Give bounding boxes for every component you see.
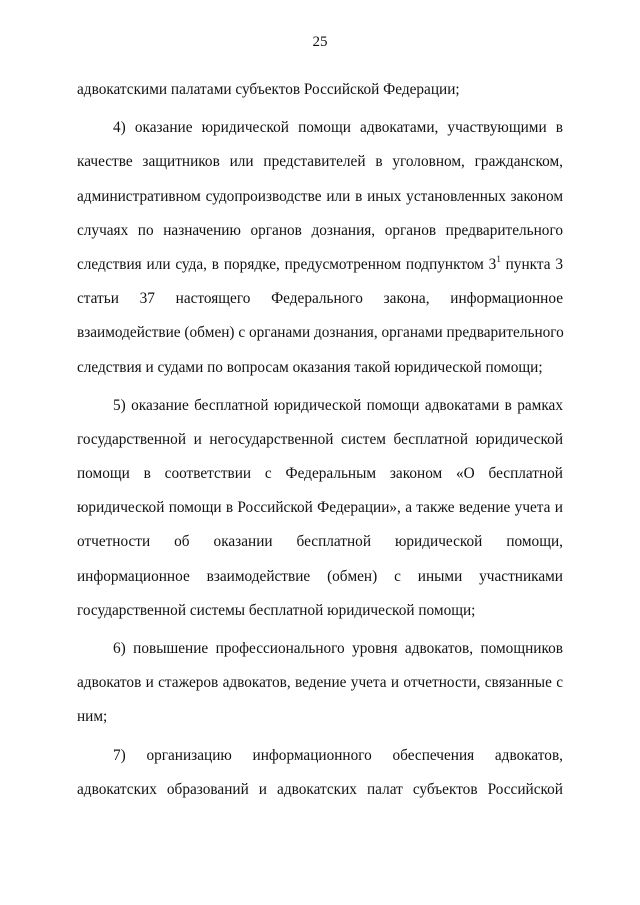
text-line: помощи в соответствии с Федеральным законом «О бесплатной bbox=[77, 465, 563, 483]
text-line: государственной и негосударственной систем бесплатной юридической bbox=[77, 430, 563, 448]
text-line: адвокатскими палатами субъектов Российской Федерации; bbox=[77, 81, 460, 98]
text-line: государственной системы бесплатной юридической помощи; bbox=[77, 601, 476, 619]
text-fragment: следствия или суда, в порядке, предусмотренном подпунктом 3 bbox=[77, 255, 497, 273]
text-fragment: пункта 3 bbox=[500, 255, 563, 273]
text-line: взаимодействие (обмен) с органами дознания, органами предварительного bbox=[77, 324, 564, 342]
text-line: 4) оказание юридической помощи адвокатами, участвующими в bbox=[113, 119, 563, 137]
text-line: 7) организацию информационного обеспечения адвокатов, bbox=[113, 746, 563, 764]
text-line: 6) повышение профессионального уровня адвокатов, помощников bbox=[113, 640, 563, 657]
text-line: отчетности об оказании бесплатной юридической помощи, bbox=[77, 533, 563, 551]
text-line bbox=[77, 248, 563, 282]
text-line: случаях по назначению органов дознания, органов предварительного bbox=[77, 221, 563, 239]
text-line: адвокатских образований и адвокатских палат субъектов Российской bbox=[77, 780, 563, 798]
text-line: статьи 37 настоящего Федерального закона, информационное bbox=[77, 290, 563, 308]
superscript: 1 bbox=[496, 253, 501, 264]
text-line: 5) оказание бесплатной юридической помощи адвокатами в рамках bbox=[113, 396, 563, 414]
text-line: юридической помощи в Российской Федерации», а также ведение учета и bbox=[77, 499, 563, 517]
text-line: качестве защитников или представителей в уголовном, гражданском, bbox=[77, 153, 563, 171]
text-line: ним; bbox=[77, 708, 108, 726]
text-line: информационное взаимодействие (обмен) с иными участниками bbox=[77, 567, 563, 585]
text-line: адвокатов и стажеров адвокатов, ведение учета и отчетности, связанные с bbox=[77, 674, 563, 692]
text-line: административном судопроизводстве или в иных установленных законом bbox=[77, 187, 563, 205]
page-number: 25 bbox=[312, 34, 328, 50]
document-body bbox=[77, 73, 563, 807]
text-line: следствия и судами по вопросам оказания такой юридической помощи; bbox=[77, 358, 543, 376]
